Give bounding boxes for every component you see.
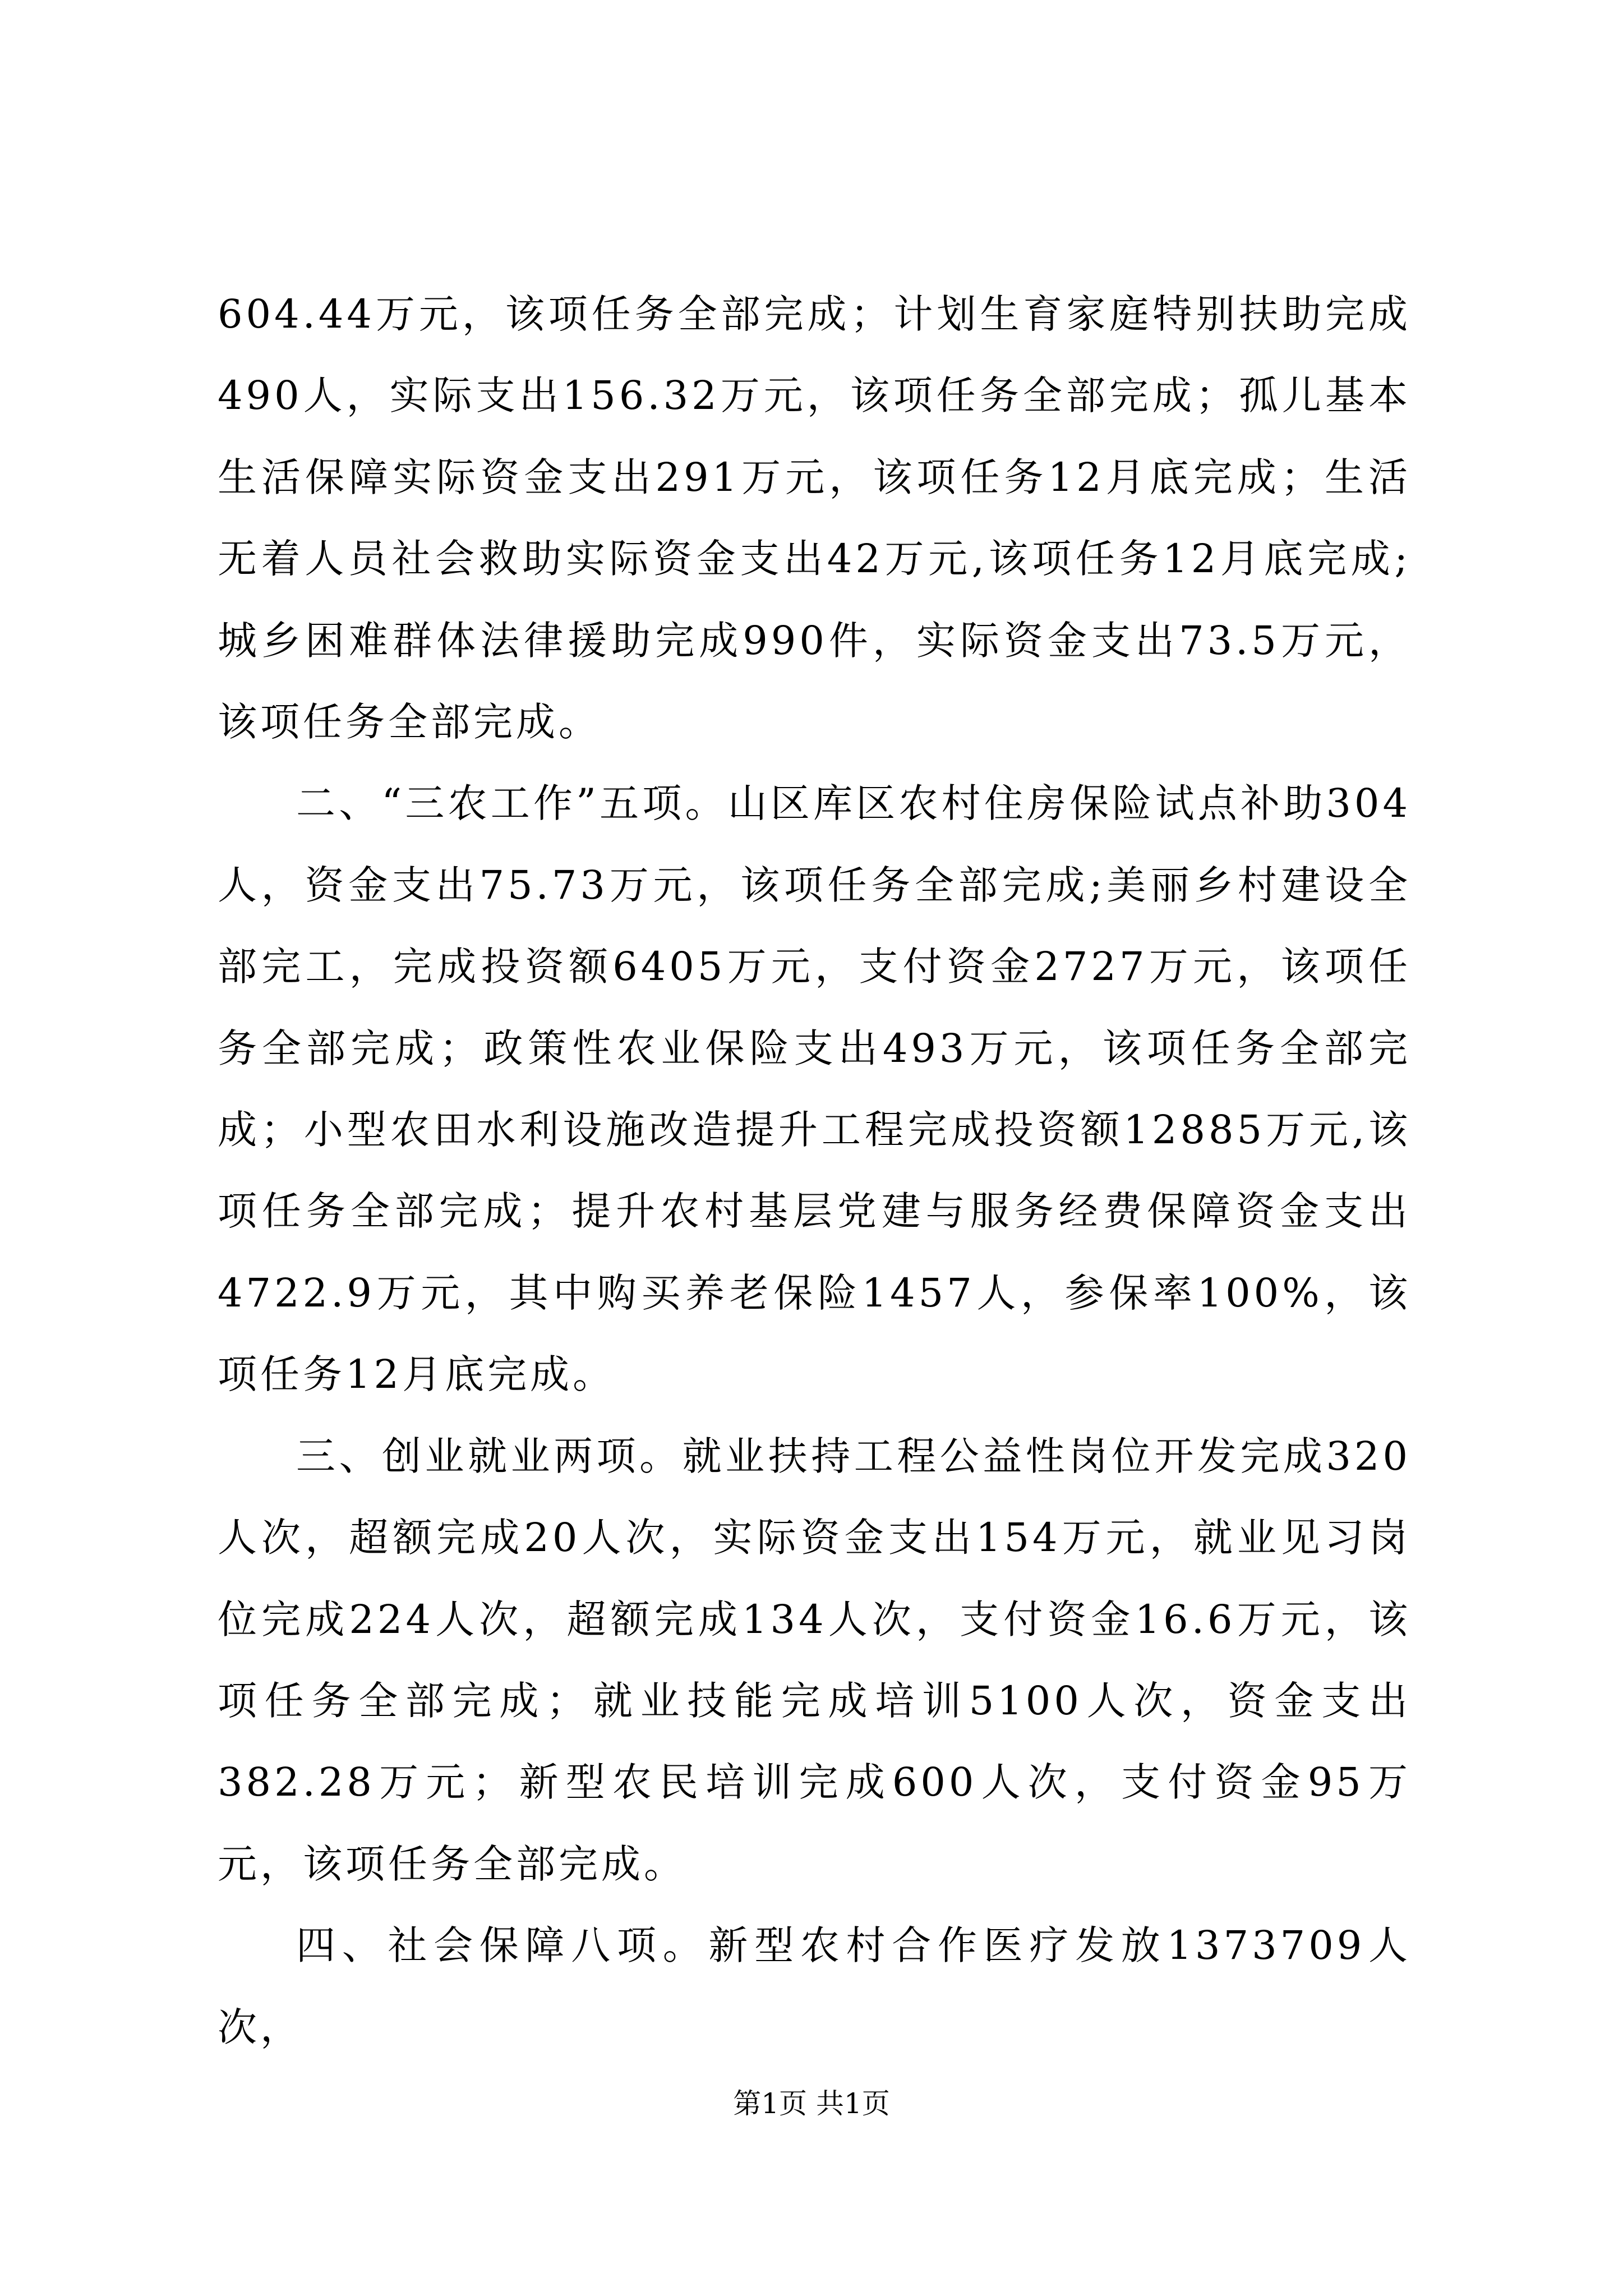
page-footer: 第1页 共1页 xyxy=(733,2087,890,2120)
paragraph-3-employment: 三、创业就业两项。就业扶持工程公益性岗位开发完成320人次，超额完成20人次，实际资金支出154万元，就业见习岗位完成224人次，超额完成134人次，支付资金16.6万元，该项任务全部完成；就业技能完成培训5100人次，资金支出382.28万元；新型农民培训完成600人次，支付资金95万元，该项任务全部完成。 xyxy=(218,1433,1411,1887)
paragraph-4-social-security: 四、社会保障八项。新型农村合作医疗发放1373709人次， xyxy=(218,1922,1411,2050)
document-body xyxy=(218,274,1411,2068)
paragraph-2-sannong: 二、“三农工作”五项。山区库区农村住房保险试点补助304人，资金支出75.73万元，该项任务全部完成;美丽乡村建设全部完工，完成投资额6405万元，支付资金2727万元，该项任务全部完成；政策性农业保险支出493万元，该项任务全部完成；小型农田水利设施改造提升工程完成投资额12885万元,该项任务全部完成；提升农村基层党建与服务经费保障资金支出4722.9万元，其中购买养老保险1457人，参保率100%，该项任务12月底完成。 xyxy=(218,780,1411,1398)
paragraph-1: 604.44万元，该项任务全部完成；计划生育家庭特别扶助完成490人，实际支出156.32万元，该项任务全部完成；孤儿基本生活保障实际资金支出291万元，该项任务12月底完成；生活无着人员社会救助实际资金支出42万元,该项任务12月底完成;城乡困难群体法律援助完成990件，实际资金支出73.5万元，该项任务全部完成。 xyxy=(218,291,1411,746)
